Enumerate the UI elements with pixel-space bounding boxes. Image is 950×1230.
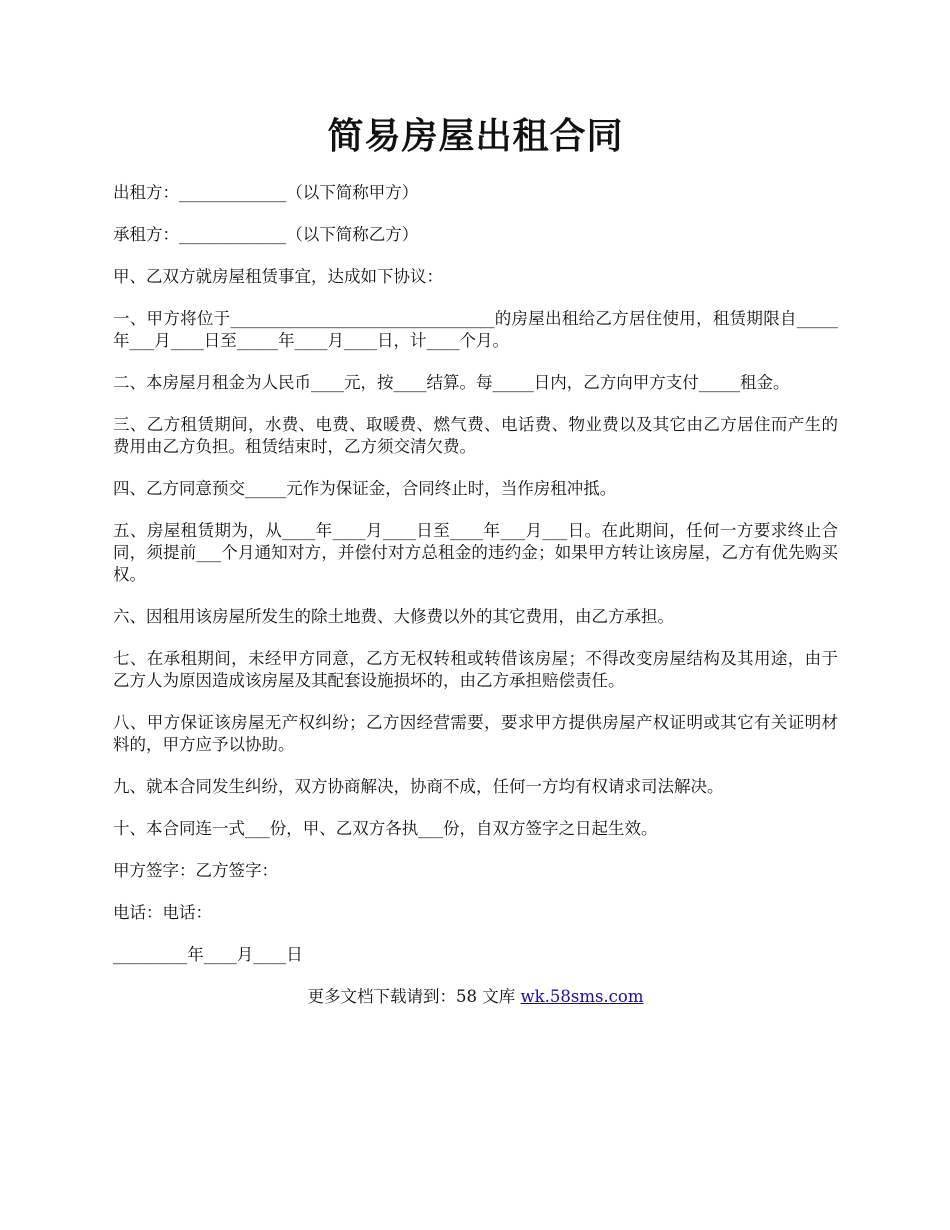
clause-2: 二、本房屋月租金为人民币____元，按____结算。每_____日内，乙方向甲方支付_____租金。 — [113, 373, 790, 392]
clause-3: 三、乙方租赁期间，水费、电费、取暖费、燃气费、电话费、物业费以及其它由乙方居住而产生的费用由乙方负担。租赁结束时，乙方须交清欠费。 — [113, 415, 838, 456]
clause-9: 九、就本合同发生纠纷，双方协商解决，协商不成，任何一方均有权请求司法解决。 — [113, 777, 724, 796]
clause-6: 六、因租用该房屋所发生的除土地费、大修费以外的其它费用，由乙方承担。 — [113, 607, 674, 626]
footer — [113, 986, 838, 1008]
lessee-line: 承租方：_____________（以下简称乙方） — [113, 225, 419, 244]
footer-link[interactable]: wk.58sms.com — [520, 987, 644, 1006]
date-line: _________年____月____日 — [113, 945, 303, 964]
phone-line: 电话：电话： — [113, 903, 212, 922]
document-title: 简易房屋出租合同 — [327, 115, 624, 157]
agreement-intro: 甲、乙双方就房屋租赁事宜，达成如下协议： — [113, 267, 443, 286]
clause-1: 一、甲方将位于________________________________的房屋出租给乙方居住使用，租赁期限自_____年___月____日至_____年____月____日，计____个月。 — [113, 309, 838, 350]
clause-5: 五、房屋租赁期为，从____年____月____日至____年___月___日。在此期间，任何一方要求终止合同，须提前___个月通知对方，并偿付对方总租金的违约金；如果甲方转让该房屋，乙方有优先购买权。 — [113, 521, 838, 584]
lessor-line: 出租方：_____________（以下简称甲方） — [113, 183, 419, 202]
signature-line: 甲方签字：乙方签字： — [113, 861, 278, 880]
clause-7: 七、在承租期间，未经甲方同意，乙方无权转租或转借该房屋；不得改变房屋结构及其用途，由于乙方人为原因造成该房屋及其配套设施损坏的，由乙方承担赔偿责任。 — [113, 649, 838, 690]
clause-4: 四、乙方同意预交_____元作为保证金，合同终止时，当作房租冲抵。 — [113, 479, 617, 498]
clause-10: 十、本合同连一式___份，甲、乙双方各执___份，自双方签字之日起生效。 — [113, 819, 658, 838]
clause-8: 八、甲方保证该房屋无产权纠纷；乙方因经营需要，要求甲方提供房屋产权证明或其它有关证明材料的，甲方应予以协助。 — [113, 713, 838, 754]
footer-text: 更多文档下载请到：58 文库 — [307, 987, 521, 1006]
